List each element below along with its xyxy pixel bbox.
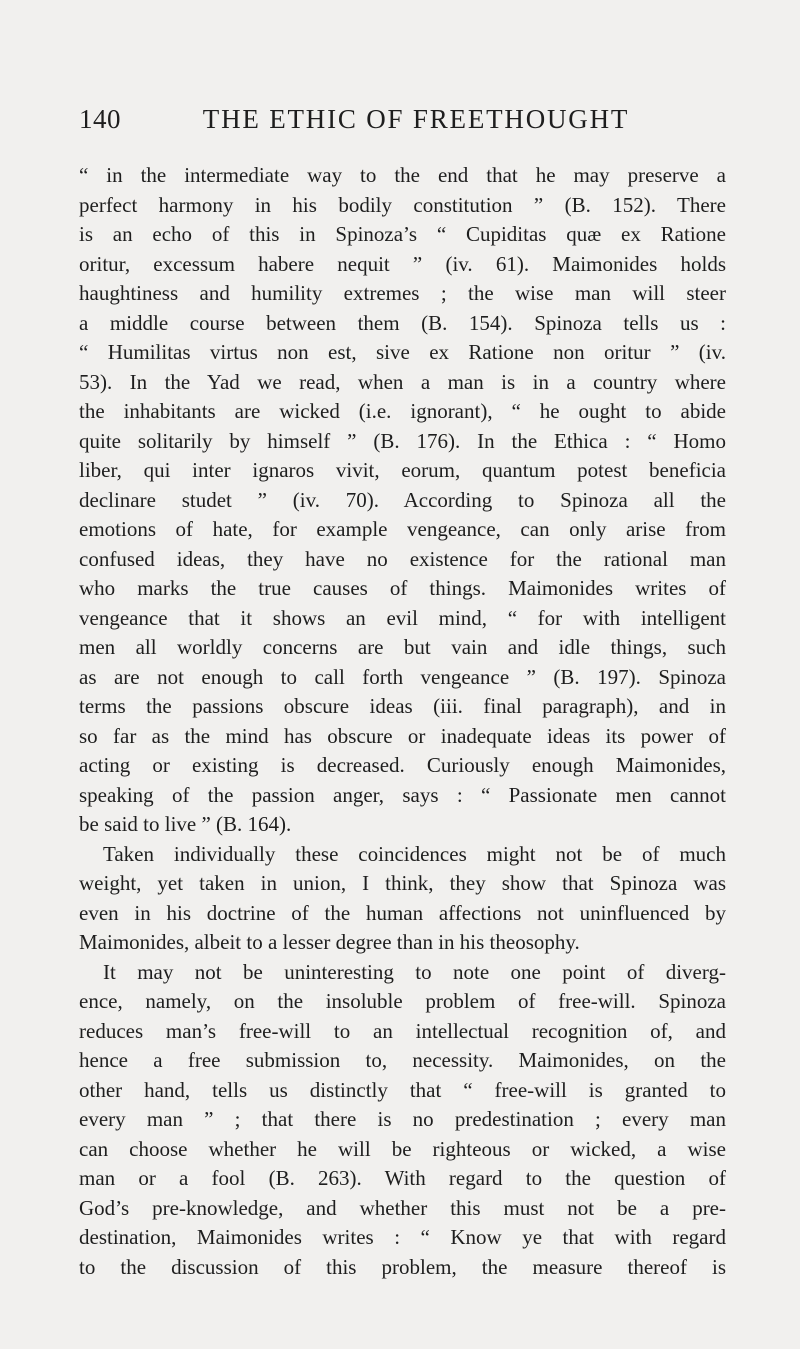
text-line: declinare studet ” (iv. 70). According to Spinoza all the	[79, 487, 726, 512]
text-line: emotions of hate, for example vengeance, can only arise from	[79, 517, 726, 541]
text-line: quite solitarily by himself ” (B. 176). In the Ethica : “ Homo	[79, 428, 726, 453]
text-line: reduces man’s free-will to an intellectual recognition of, and	[79, 1018, 726, 1043]
text-line: be said to live ” (B. 164).	[79, 812, 292, 836]
text-line: “ Humilitas virtus non est, sive ex Ratione non oritur ” (iv.	[79, 340, 726, 364]
text-line: oritur, excessum habere nequit ” (iv. 61). Maimonides holds	[79, 251, 726, 276]
text-line: other hand, tells us distinctly that “ free-will is granted to	[79, 1077, 726, 1102]
page-number: 140	[79, 104, 121, 134]
text-line: terms the passions obscure ideas (iii. final paragraph), and in	[79, 694, 726, 718]
page-header	[79, 104, 725, 144]
text-line: 53). In the Yad we read, when a man is in a country where	[79, 369, 726, 394]
text-line: is an echo of this in Spinoza’s “ Cupiditas quæ ex Ratione	[79, 222, 726, 246]
text-line: speaking of the passion anger, says : “ Passionate men cannot	[79, 782, 726, 807]
text-line: to the discussion of this problem, the measure thereof is	[79, 1254, 726, 1279]
text-line: who marks the true causes of things. Maimonides writes of	[79, 576, 726, 600]
text-line: hence a free submission to, necessity. Maimonides, on the	[79, 1048, 726, 1072]
text-line: destination, Maimonides writes : “ Know ye that with regard	[79, 1225, 726, 1249]
text-line: the inhabitants are wicked (i.e. ignorant), “ he ought to abide	[79, 399, 726, 423]
text-line: perfect harmony in his bodily constitution ” (B. 152). There	[79, 192, 726, 217]
text-line: God’s pre-knowledge, and whether this must not be a pre-	[79, 1195, 726, 1220]
text-line: acting or existing is decreased. Curiously enough Maimonides,	[79, 753, 726, 777]
text-line: Taken individually these coincidences might not be of much	[103, 841, 726, 866]
running-title: THE ETHIC OF FREETHOUGHT	[202, 104, 630, 134]
text-line: vengeance that it shows an evil mind, “ for with intelligent	[79, 605, 726, 630]
text-line: can choose whether he will be righteous or wicked, a wise	[79, 1136, 726, 1161]
text-line: so far as the mind has obscure or inadequate ideas its power of	[79, 723, 726, 748]
text-line: Maimonides, albeit to a lesser degree than in his theosophy.	[79, 930, 580, 954]
body-text	[79, 161, 726, 1282]
text-line: men all worldly concerns are but vain and idle things, such	[79, 635, 726, 659]
text-line: even in his doctrine of the human affections not uninfluenced by	[79, 900, 726, 925]
text-line: weight, yet taken in union, I think, they show that Spinoza was	[79, 871, 726, 895]
text-line: as are not enough to call forth vengeance ” (B. 197). Spinoza	[79, 664, 726, 689]
text-line: haughtiness and humility extremes ; the wise man will steer	[79, 281, 726, 305]
text-line: man or a fool (B. 263). With regard to the question of	[79, 1166, 726, 1190]
text-line: a middle course between them (B. 154). Spinoza tells us :	[79, 310, 726, 335]
text-line: It may not be uninteresting to note one point of diverg-	[103, 959, 726, 984]
text-line: liber, qui inter ignaros vivit, eorum, quantum potest beneficia	[79, 458, 726, 482]
text-line: confused ideas, they have no existence for the rational man	[79, 546, 726, 571]
text-line: “ in the intermediate way to the end that he may preserve a	[79, 163, 726, 187]
text-line: every man ” ; that there is no predestination ; every man	[79, 1107, 726, 1131]
text-line: ence, namely, on the insoluble problem of free-will. Spinoza	[79, 989, 726, 1013]
